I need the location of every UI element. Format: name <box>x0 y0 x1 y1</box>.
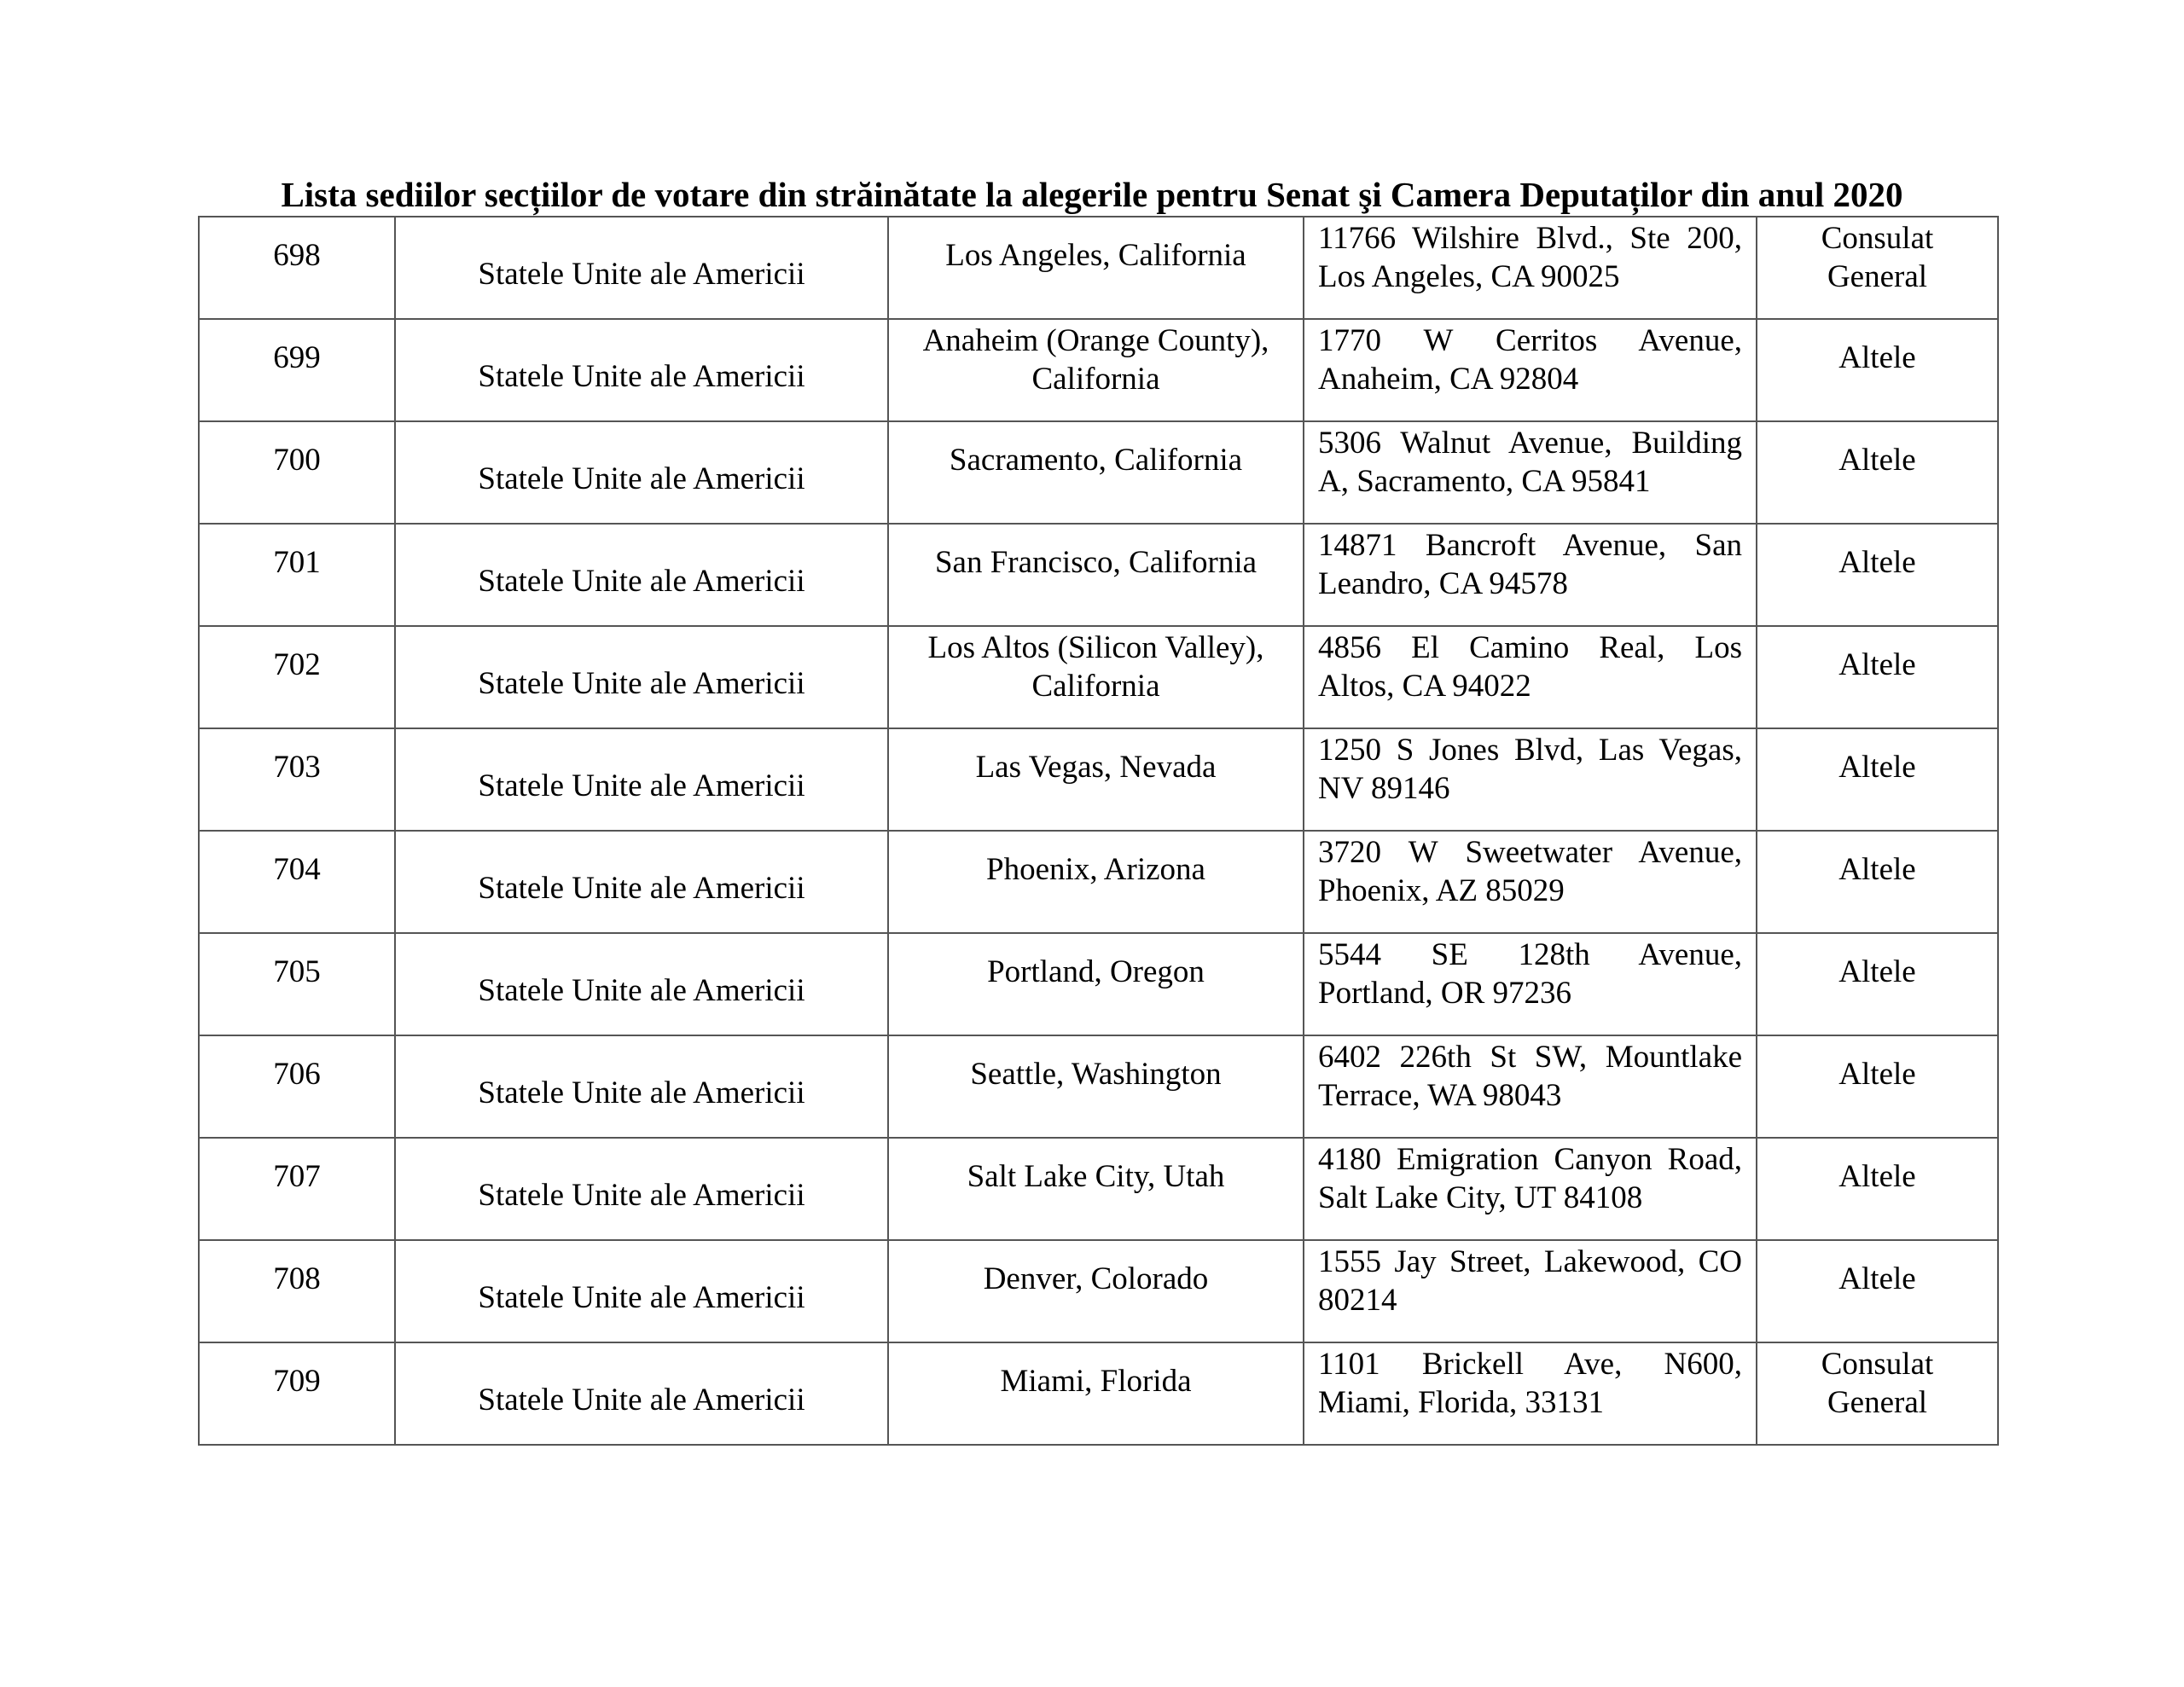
city-line: Denver, Colorado <box>983 1261 1209 1296</box>
section-number-cell: 708 <box>199 1240 395 1342</box>
country-cell: Statele Unite ale Americii <box>395 319 888 421</box>
city-line: Seattle, Washington <box>970 1057 1222 1092</box>
table-row <box>199 1342 1998 1445</box>
table-row <box>199 933 1998 1035</box>
city-line: Miami, Florida <box>1000 1364 1192 1399</box>
address-cell <box>1304 421 1757 524</box>
location-type-cell <box>1757 728 1998 831</box>
section-number-cell: 699 <box>199 319 395 421</box>
table-row <box>199 1035 1998 1138</box>
city-cell <box>888 1342 1304 1445</box>
country-cell: Statele Unite ale Americii <box>395 421 888 524</box>
location-type-line: Altele <box>1838 1057 1916 1092</box>
country-cell: Statele Unite ale Americii <box>395 728 888 831</box>
location-type-cell <box>1757 831 1998 933</box>
location-type-line: Altele <box>1838 852 1916 887</box>
city-cell <box>888 831 1304 933</box>
address-cell <box>1304 728 1757 831</box>
section-number-cell: 706 <box>199 1035 395 1138</box>
address-cell <box>1304 1240 1757 1342</box>
location-type-line: General <box>1827 1385 1928 1420</box>
table-row <box>199 1138 1998 1240</box>
location-type-cell <box>1757 319 1998 421</box>
location-type-line: Altele <box>1838 1261 1916 1296</box>
section-number-cell: 705 <box>199 933 395 1035</box>
section-number-cell: 703 <box>199 728 395 831</box>
location-type-cell <box>1757 1240 1998 1342</box>
city-line: California <box>1031 669 1160 704</box>
city-line: Los Angeles, California <box>945 238 1246 273</box>
document-title: Lista sediilor secțiilor de votare din străinătate la alegerile pentru Senat şi Camera Deputaților din anul 2020 <box>281 175 1903 214</box>
address-line: Altos, CA 94022 <box>1318 669 1531 704</box>
section-number-cell: 701 <box>199 524 395 626</box>
address-line: 14871 Bancroft Avenue, San <box>1318 528 1742 563</box>
country-cell: Statele Unite ale Americii <box>395 1138 888 1240</box>
address-cell <box>1304 626 1757 728</box>
address-line: 4856 El Camino Real, Los <box>1318 630 1742 665</box>
section-number-cell: 698 <box>199 217 395 319</box>
address-line: 5306 Walnut Avenue, Building <box>1318 426 1742 461</box>
address-line: 1250 S Jones Blvd, Las Vegas, <box>1318 733 1742 768</box>
country-cell: Statele Unite ale Americii <box>395 217 888 319</box>
table-row <box>199 626 1998 728</box>
table-row <box>199 831 1998 933</box>
table-row <box>199 524 1998 626</box>
location-type-line: Altele <box>1838 340 1916 375</box>
city-cell <box>888 933 1304 1035</box>
location-type-line: Altele <box>1838 750 1916 785</box>
address-line: 1101 Brickell Ave, N600, <box>1318 1347 1742 1382</box>
address-line: Miami, Florida, 33131 <box>1318 1385 1605 1420</box>
polling-stations-table <box>198 216 1999 1446</box>
table-row <box>199 421 1998 524</box>
city-line: California <box>1031 362 1160 397</box>
address-line: Portland, OR 97236 <box>1318 976 1572 1011</box>
location-type-cell <box>1757 933 1998 1035</box>
address-cell <box>1304 319 1757 421</box>
address-line: A, Sacramento, CA 95841 <box>1318 464 1651 499</box>
city-line: Las Vegas, Nevada <box>975 750 1217 785</box>
table-row <box>199 728 1998 831</box>
address-cell <box>1304 524 1757 626</box>
location-type-cell <box>1757 1035 1998 1138</box>
section-number-cell: 700 <box>199 421 395 524</box>
location-type-line: Altele <box>1838 443 1916 478</box>
section-number-cell: 704 <box>199 831 395 933</box>
table-row <box>199 319 1998 421</box>
address-cell <box>1304 831 1757 933</box>
address-line: NV 89146 <box>1318 771 1450 806</box>
city-line: Portland, Oregon <box>987 954 1205 989</box>
location-type-cell <box>1757 1342 1998 1445</box>
city-cell <box>888 626 1304 728</box>
address-cell <box>1304 217 1757 319</box>
table-body <box>199 217 1998 1445</box>
city-line: Phoenix, Arizona <box>986 852 1205 887</box>
location-type-line: Consulat <box>1821 1347 1934 1382</box>
city-cell <box>888 728 1304 831</box>
city-line: Anaheim (Orange County), <box>922 323 1269 358</box>
country-cell: Statele Unite ale Americii <box>395 831 888 933</box>
address-cell <box>1304 933 1757 1035</box>
location-type-cell <box>1757 524 1998 626</box>
address-line: Salt Lake City, UT 84108 <box>1318 1180 1643 1215</box>
address-line: 1555 Jay Street, Lakewood, CO <box>1318 1244 1742 1279</box>
city-cell <box>888 1240 1304 1342</box>
city-line: Los Altos (Silicon Valley), <box>927 630 1264 665</box>
location-type-cell <box>1757 1138 1998 1240</box>
location-type-line: Altele <box>1838 647 1916 682</box>
address-line: Terrace, WA 98043 <box>1318 1078 1562 1113</box>
address-cell <box>1304 1035 1757 1138</box>
city-cell <box>888 1035 1304 1138</box>
location-type-line: Altele <box>1838 545 1916 580</box>
city-line: San Francisco, California <box>934 545 1258 580</box>
location-type-line: Altele <box>1838 954 1916 989</box>
address-line: 80214 <box>1318 1283 1397 1318</box>
location-type-line: General <box>1827 259 1928 294</box>
address-line: Phoenix, AZ 85029 <box>1318 873 1565 908</box>
address-line: 11766 Wilshire Blvd., Ste 200, <box>1318 221 1742 256</box>
location-type-cell <box>1757 421 1998 524</box>
address-cell <box>1304 1138 1757 1240</box>
address-line: 5544 SE 128th Avenue, <box>1318 937 1742 972</box>
table-row <box>199 217 1998 319</box>
country-cell: Statele Unite ale Americii <box>395 933 888 1035</box>
address-line: Los Angeles, CA 90025 <box>1318 259 1620 294</box>
address-line: 4180 Emigration Canyon Road, <box>1318 1142 1742 1177</box>
country-cell: Statele Unite ale Americii <box>395 524 888 626</box>
address-cell <box>1304 1342 1757 1445</box>
section-number-cell: 702 <box>199 626 395 728</box>
city-cell <box>888 421 1304 524</box>
city-line: Salt Lake City, Utah <box>967 1159 1225 1194</box>
country-cell: Statele Unite ale Americii <box>395 626 888 728</box>
table-row <box>199 1240 1998 1342</box>
country-cell: Statele Unite ale Americii <box>395 1035 888 1138</box>
location-type-cell <box>1757 217 1998 319</box>
section-number-cell: 709 <box>199 1342 395 1445</box>
location-type-line: Consulat <box>1821 221 1934 256</box>
city-line: Sacramento, California <box>949 443 1243 478</box>
location-type-cell <box>1757 626 1998 728</box>
location-type-line: Altele <box>1838 1159 1916 1194</box>
address-line: 6402 226th St SW, Mountlake <box>1318 1040 1742 1075</box>
address-line: Anaheim, CA 92804 <box>1318 362 1579 397</box>
address-line: 3720 W Sweetwater Avenue, <box>1318 835 1742 870</box>
address-line: Leandro, CA 94578 <box>1318 566 1568 601</box>
address-line: 1770 W Cerritos Avenue, <box>1318 323 1742 358</box>
city-cell <box>888 217 1304 319</box>
country-cell: Statele Unite ale Americii <box>395 1342 888 1445</box>
city-cell <box>888 319 1304 421</box>
country-cell: Statele Unite ale Americii <box>395 1240 888 1342</box>
city-cell <box>888 524 1304 626</box>
section-number-cell: 707 <box>199 1138 395 1240</box>
city-cell <box>888 1138 1304 1240</box>
